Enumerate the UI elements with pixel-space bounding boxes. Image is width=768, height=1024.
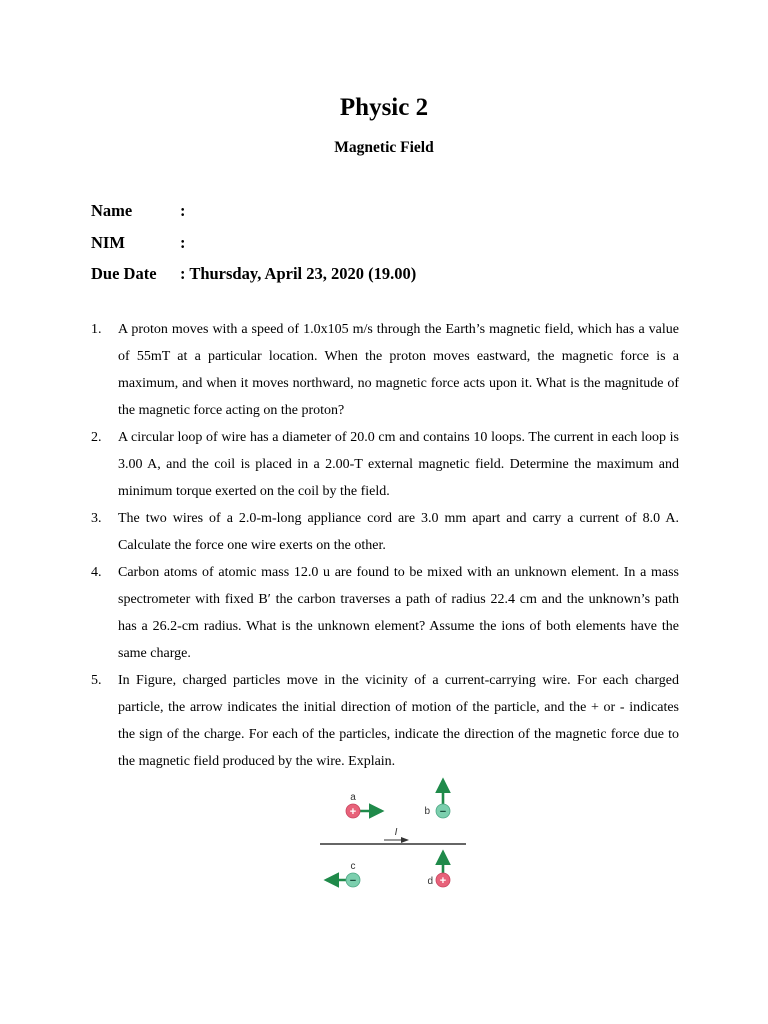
figure-svg: [318, 776, 468, 894]
question-text: The two wires of a 2.0-m-long appliance cord are 3.0 mm apart and carry a current of 8.0 A. Calculate the force one wire exerts on the other.: [118, 511, 679, 553]
question-item: [91, 424, 679, 505]
question-number: 4.: [91, 565, 102, 580]
question-list: [91, 316, 679, 775]
current-wire-figure: [318, 776, 468, 894]
question-text: Carbon atoms of atomic mass 12.0 u are found to be mixed with an unknown element. In a mass spectrometer with fixed B′ the carbon traverses a path of radius 22.4 cm and the unknown’s path has a 26.2-cm radius. What is the unknown element? Assume the ions of both elements have the same charge.: [118, 565, 679, 661]
question-number: 1.: [91, 322, 102, 337]
field-label: Due Date: [91, 264, 157, 283]
particle-a-sign: +: [349, 806, 357, 818]
field-value: :: [180, 201, 186, 220]
question-text: A circular loop of wire has a diameter of 20.0 cm and contains 10 loops. The current in each loop is 3.00 A, and the coil is placed in a 2.00-T external magnetic field. Determine the maximum and minimum torque exerted on the coil by the field.: [118, 430, 679, 499]
field-label: Name: [91, 201, 133, 220]
page-subtitle: Magnetic Field: [334, 139, 434, 156]
particle-c-sign: −: [349, 875, 357, 887]
field-value: :: [180, 233, 186, 252]
page-title: Physic 2: [339, 94, 429, 121]
question-number: 5.: [91, 673, 102, 688]
particle-d-sign: +: [439, 875, 447, 887]
particle-b-sign: −: [439, 806, 447, 818]
question-text: In Figure, charged particles move in the vicinity of a current-carrying wire. For each charged particle, the arrow indicates the initial direction of motion of the particle, and the + or - indicates the sign of the charge. For each of the particles, indicate the direction of the magnetic force due to the magnetic field produced by the wire. Explain.: [118, 673, 679, 769]
field-name: [91, 200, 186, 222]
question-item: [91, 505, 679, 559]
particle-c-label: c: [350, 861, 356, 872]
particle-d-label: d: [427, 876, 433, 887]
particle-a-label: a: [350, 792, 356, 803]
field-due-date: [91, 263, 416, 285]
question-text: A proton moves with a speed of 1.0x105 m/s through the Earth’s magnetic field, which has a value of 55mT at a particular location. When the proton moves eastward, the magnetic force is a maximum, and when it moves northward, no magnetic force acts upon it. What is the magnitude of the magnetic force acting on the proton?: [118, 322, 679, 418]
particle-b-label: b: [424, 806, 430, 817]
field-nim: [91, 232, 186, 254]
question-item: [91, 667, 679, 775]
question-number: 2.: [91, 430, 102, 445]
field-value: : Thursday, April 23, 2020 (19.00): [180, 264, 417, 283]
field-label: NIM: [91, 233, 125, 252]
question-number: 3.: [91, 511, 102, 526]
question-item: [91, 316, 679, 424]
question-item: [91, 559, 679, 667]
current-label: I: [394, 827, 398, 838]
